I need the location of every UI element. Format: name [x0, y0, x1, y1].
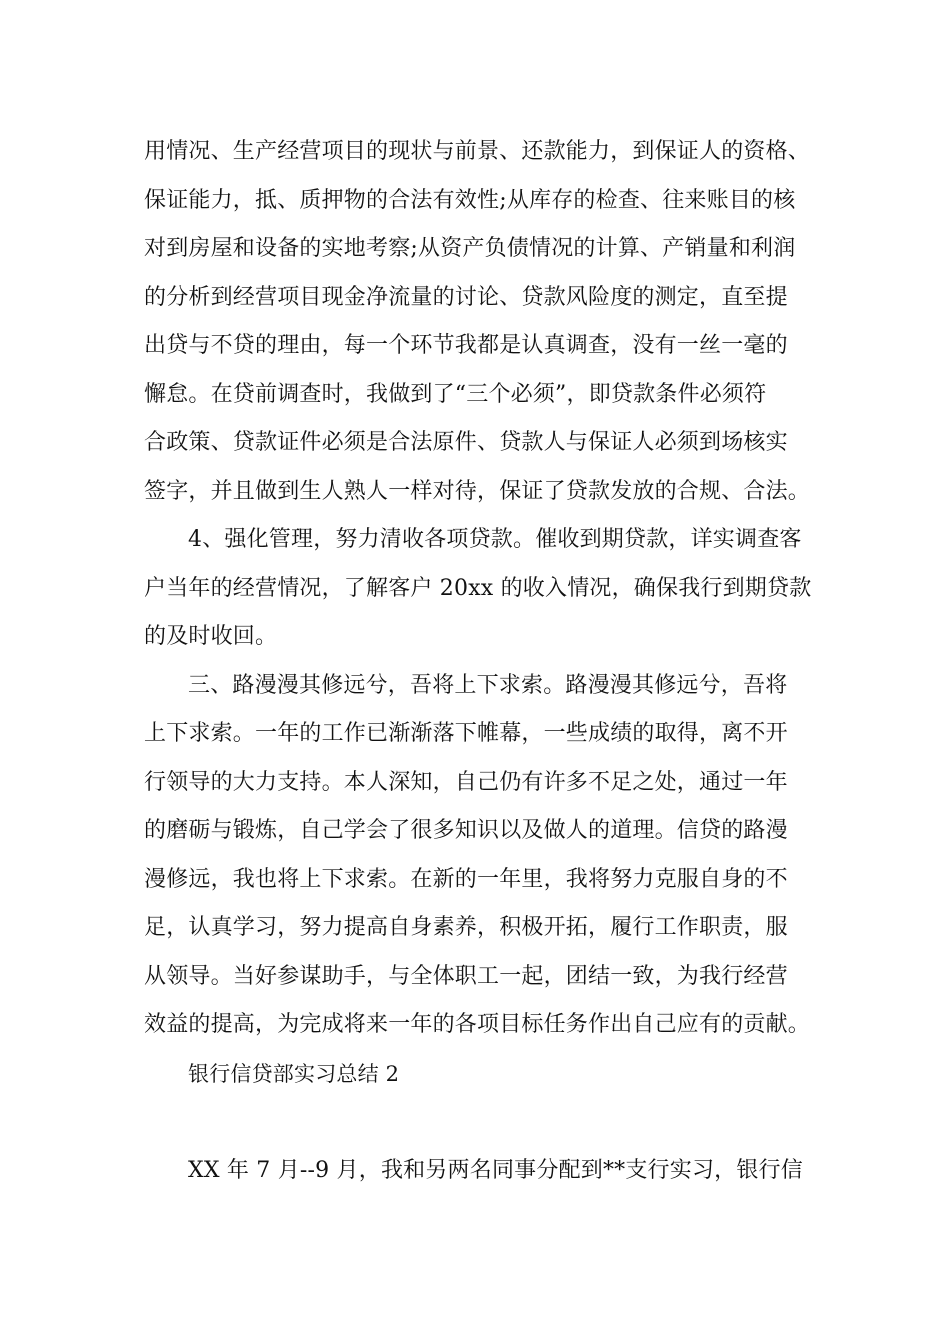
- text-line: 上下求索。一年的工作已渐渐落下帷幕，一些成绩的取得，离不开: [144, 721, 788, 746]
- text-line: 签字，并且做到生人熟人一样对待，保证了贷款发放的合规、合法。: [144, 478, 811, 504]
- text-line: 出贷与不贷的理由，每一个环节我都是认真调查，没有一丝一毫的: [144, 333, 788, 358]
- text-line: 户当年的经营情况，了解客户 20xx 的收入情况，确保我行到期贷款: [144, 575, 812, 601]
- text-line: 懈怠。在贷前调查时，我做到了“三个必须”，即贷款条件必须符: [144, 381, 767, 407]
- text-line: 合政策、贷款证件必须是合法原件、贷款人与保证人必须到场核实: [144, 430, 788, 455]
- text-line: 足，认真学习，努力提高自身素养，积极开拓，履行工作职责，服: [144, 915, 788, 940]
- paragraph-start-line: XX 年 7 月--9 月，我和另两名同事分配到**支行实习，银行信: [188, 1157, 803, 1183]
- paragraph-start-line: 三、路漫漫其修远兮，吾将上下求索。路漫漫其修远兮，吾将: [188, 672, 788, 698]
- paragraph-start-line: 4、强化管理，努力清收各项贷款。催收到期贷款，详实调查客: [188, 527, 802, 552]
- text-line: 对到房屋和设备的实地考察;从资产负债情况的计算、产销量和利润: [144, 236, 796, 261]
- text-line: 保证能力，抵、质押物的合法有效性;从库存的检查、往来账目的核: [144, 187, 796, 213]
- blank-line: [144, 1098, 834, 1147]
- text-line: 漫修远，我也将上下求索。在新的一年里，我将努力克服自身的不: [144, 866, 788, 892]
- document-body: [144, 128, 834, 1195]
- text-line: 的分析到经营项目现金净流量的讨论、贷款风险度的测定，直至提: [144, 284, 788, 310]
- text-line: 从领导。当好参谋助手，与全体职工一起，团结一致，为我行经营: [144, 963, 788, 989]
- text-line: 的及时收回。: [144, 624, 278, 649]
- text-line: 用情况、生产经营项目的现状与前景、还款能力，到保证人的资格、: [144, 139, 811, 164]
- section-title: 银行信贷部实习总结 2: [188, 1061, 400, 1086]
- text-line: 效益的提高，为完成将来一年的各项目标任务作出自己应有的贡献。: [144, 1012, 811, 1037]
- text-line: 行领导的大力支持。本人深知，自己仍有许多不足之处，通过一年: [144, 769, 788, 795]
- text-line: 的磨砺与锻炼，自己学会了很多知识以及做人的道理。信贷的路漫: [144, 818, 788, 843]
